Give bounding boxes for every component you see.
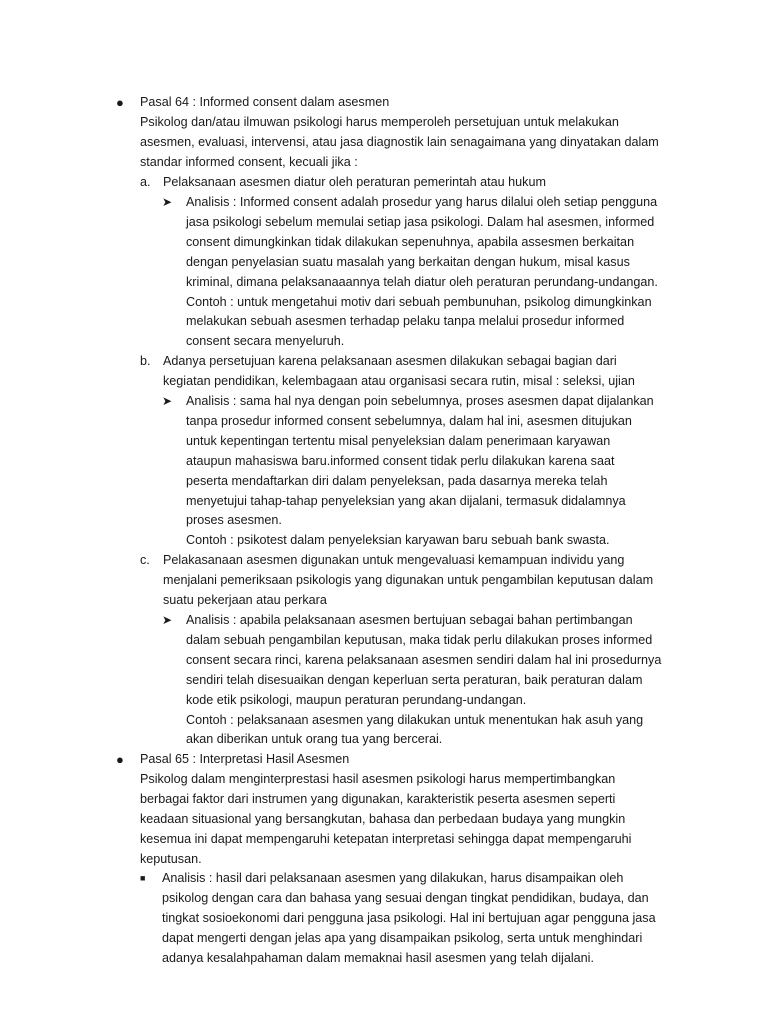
analysis-line: consent dimungkinkan tidak dilakukan sepenuhnya, apabila assesmen berkaitan: [186, 234, 635, 249]
analysis-line: kode etik psikologi, maupun peraturan perundang-undangan.: [186, 692, 527, 707]
bullet-icon: ●: [116, 752, 124, 767]
analysis-line: proses asesmen.: [186, 513, 282, 528]
list-marker: a.: [140, 175, 151, 189]
analysis-line: Analisis : sama hal nya dengan poin sebelumnya, proses asesmen dapat dijalankan: [186, 394, 654, 408]
item-text: Pelakasanaan asesmen digunakan untuk mengevaluasi kemampuan individu yang: [163, 553, 625, 567]
pasal-64-title: Pasal 64 : Informed consent dalam asesmen: [140, 95, 390, 109]
item-text: menjalani pemeriksaan psikologis yang digunakan untuk pengambilan keputusan dalam: [163, 572, 654, 587]
item-text: Adanya persetujuan karena pelaksanaan asesmen dilakukan sebagai bagian dari: [163, 354, 617, 368]
pasal-65-section: [116, 750, 680, 869]
arrow-bullet-icon: ➤: [162, 613, 173, 627]
analysis-line: peserta mendaftarkan diri dalam penyeleksan, pada dasarnya mereka telah: [186, 473, 608, 488]
analysis-line: consent secara rinci, karena pelaksanaan asesmen sendiri dalam hal ini prosedurnya: [186, 652, 662, 667]
analysis-line: Contoh : untuk mengetahui motiv dari sebuah pembunuhan, psikolog dimungkinkan: [186, 294, 652, 309]
analysis-line: akan diberikan untuk orang tua yang bercerai.: [186, 732, 443, 747]
analysis-line: sendiri telah disesuaikan dengan keperluan serta peraturan, baik peraturan dalam: [186, 672, 643, 687]
analysis-line: psikolog dengan cara dan bahasa yang sesuai dengan tingkat pendidikan, budaya, dan: [162, 890, 649, 905]
paragraph-line: keputusan.: [140, 851, 202, 866]
analysis-b: [162, 392, 676, 551]
analysis-line: menyetujui tahap-tahap penyeleksian yang akan dijalani, termasuk didalamnya: [186, 493, 626, 508]
pasal-64-section: [116, 93, 680, 173]
square-bullet-icon: ■: [140, 873, 146, 883]
analysis-line: dapat mengerti dengan jelas apa yang disampaikan psikolog, serta untuk menghindari: [162, 930, 643, 945]
paragraph-line: Psikolog dan/atau ilmuwan psikologi harus memperoleh persetujuan untuk melakukan: [140, 114, 619, 129]
analysis-line: dalam sebuah pengambilan keputusan, maka tidak perlu dilakukan proses informed: [186, 632, 653, 647]
paragraph-line: berbagai faktor dari instrumen yang digunakan, karakteristik peserta asesmen seperti: [140, 791, 616, 806]
list-item-c: [140, 551, 683, 611]
analysis-c: [162, 611, 676, 750]
item-text: Pelaksanaan asesmen diatur oleh peraturan pemerintah atau hukum: [163, 175, 546, 189]
paragraph-line: Psikolog dalam menginterprestasi hasil asesmen psikologi harus mempertimbangkan: [140, 771, 616, 786]
analysis-line: dengan penyelasian suatu masalah yang berkaitan dengan hukum, misal kasus: [186, 254, 630, 269]
bullet-icon: ●: [116, 95, 124, 110]
paragraph-line: asesmen, evaluasi, intervensi, atau jasa diagnostik lain senagaimana yang dinyatakan dalam: [140, 134, 659, 149]
analysis-pasal-65: [140, 869, 682, 969]
analysis-line: adanya kesalahpahaman dalam memaknai hasil asesmen yang telah dijalani.: [162, 950, 594, 965]
item-text: kegiatan pendidikan, kelembagaan atau organisasi secara rutin, misal : seleksi, ujian: [163, 373, 635, 388]
analysis-line: tanpa prosedur informed consent sebelumnya, dalam hal ini, asesmen ditujukan: [186, 413, 632, 428]
analysis-line: tingkat sosioekonomi dari pengguna jasa psikologi. Hal ini bertujuan agar pengguna jasa: [162, 910, 656, 925]
paragraph-line: keadaan situasional yang bersangkutan, bahasa dan perbedaan budaya yang mungkin: [140, 811, 626, 826]
analysis-a: [162, 193, 676, 352]
analysis-line: Analisis : hasil dari pelaksanaan asesmen yang dilakukan, harus disampaikan oleh: [162, 871, 624, 885]
analysis-line: ataupun mahasiswa baru.informed consent tidak perlu dilakukan karena saat: [186, 453, 615, 468]
analysis-line: untuk kepentingan tertentu misal penyeleksian dalam penerimaan karyawan: [186, 433, 611, 448]
analysis-line: kriminal, dimana pelaksanaaannya telah diatur oleh peraturan perundang-undangan.: [186, 274, 658, 289]
analysis-line: Analisis : Informed consent adalah prosedur yang harus dilalui oleh setiap pengguna: [186, 195, 658, 209]
analysis-line: jasa psikologi sebelum memulai setiap jasa psikologi. Dalam hal asesmen, informed: [186, 214, 655, 229]
analysis-line: Contoh : psikotest dalam penyeleksian karyawan baru sebuah bank swasta.: [186, 533, 610, 548]
paragraph-line: standar informed consent, kecuali jika :: [140, 154, 358, 169]
list-item-a: [140, 173, 683, 193]
analysis-line: Contoh : pelaksanaan asesmen yang dilakukan untuk menentukan hak asuh yang: [186, 712, 644, 727]
list-marker: c.: [140, 553, 150, 567]
analysis-line: Analisis : apabila pelaksanaan asesmen bertujuan sebagai bahan pertimbangan: [186, 613, 633, 627]
analysis-line: melakukan sebuah asesmen terhadap pelaku tanpa melalui prosedur informed: [186, 314, 625, 329]
list-marker: b.: [140, 354, 151, 368]
pasal-65-title: Pasal 65 : Interpretasi Hasil Asesmen: [140, 752, 350, 766]
analysis-line: consent secara menyeluruh.: [186, 334, 345, 349]
paragraph-line: kesemua ini dapat mempengaruhi ketepatan interpretasi sehingga dapat mempengaruhi: [140, 831, 632, 846]
list-item-b: [140, 352, 683, 392]
arrow-bullet-icon: ➤: [162, 195, 173, 209]
arrow-bullet-icon: ➤: [162, 394, 173, 408]
item-text: suatu pekerjaan atau perkara: [163, 592, 327, 607]
